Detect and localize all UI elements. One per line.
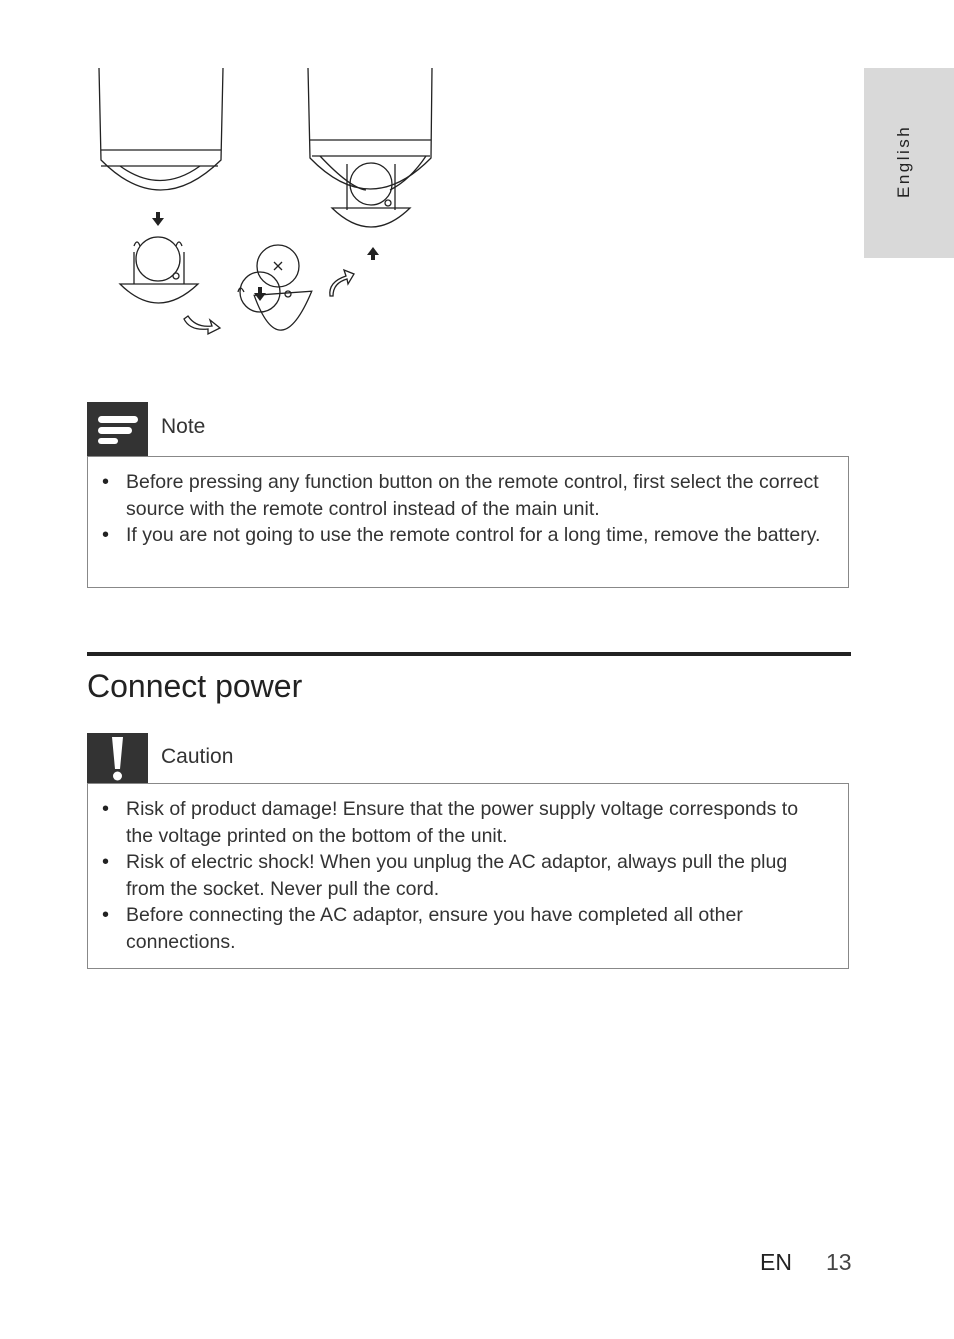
- caution-item: • Risk of electric shock! When you unplug the AC adaptor, always pull the plug from the socket. Never pull the cord.: [126, 849, 830, 902]
- section-rule: [87, 652, 851, 656]
- remote-control-back-icon: [99, 68, 223, 190]
- caution-title: Caution: [161, 745, 234, 768]
- section-title: Connect power: [87, 668, 303, 704]
- page-number: 13: [826, 1249, 852, 1275]
- caution-box: [87, 783, 849, 969]
- exclamation-icon: [87, 733, 148, 783]
- note-box: [87, 456, 849, 588]
- remote-control-back-icon: [308, 68, 432, 227]
- footer-lang-code: EN: [760, 1249, 792, 1275]
- note-item: • Before pressing any function button on the remote control, first select the correct source with the remote control instead of the main unit.: [126, 469, 830, 522]
- language-label: English: [894, 124, 913, 198]
- curved-arrow-up-icon: [330, 270, 354, 296]
- battery-tray-tilted-icon: [238, 272, 312, 334]
- battery-replacement-illustration: [90, 60, 450, 350]
- arrow-up-icon: [367, 247, 379, 260]
- curved-arrow-icon: [184, 316, 220, 334]
- arrow-down-icon: [152, 212, 164, 226]
- note-lines-icon: [87, 402, 148, 456]
- battery-tray-icon: [120, 237, 198, 303]
- caution-item: • Before connecting the AC adaptor, ensure you have completed all other connections.: [126, 902, 830, 955]
- note-item: • If you are not going to use the remote control for a long time, remove the battery.: [126, 522, 830, 549]
- caution-item: • Risk of product damage! Ensure that the power supply voltage corresponds to the voltage printed on the bottom of the unit.: [126, 796, 830, 849]
- language-tab: [864, 68, 954, 258]
- coin-battery-icon: [257, 245, 299, 287]
- note-title: Note: [161, 415, 206, 438]
